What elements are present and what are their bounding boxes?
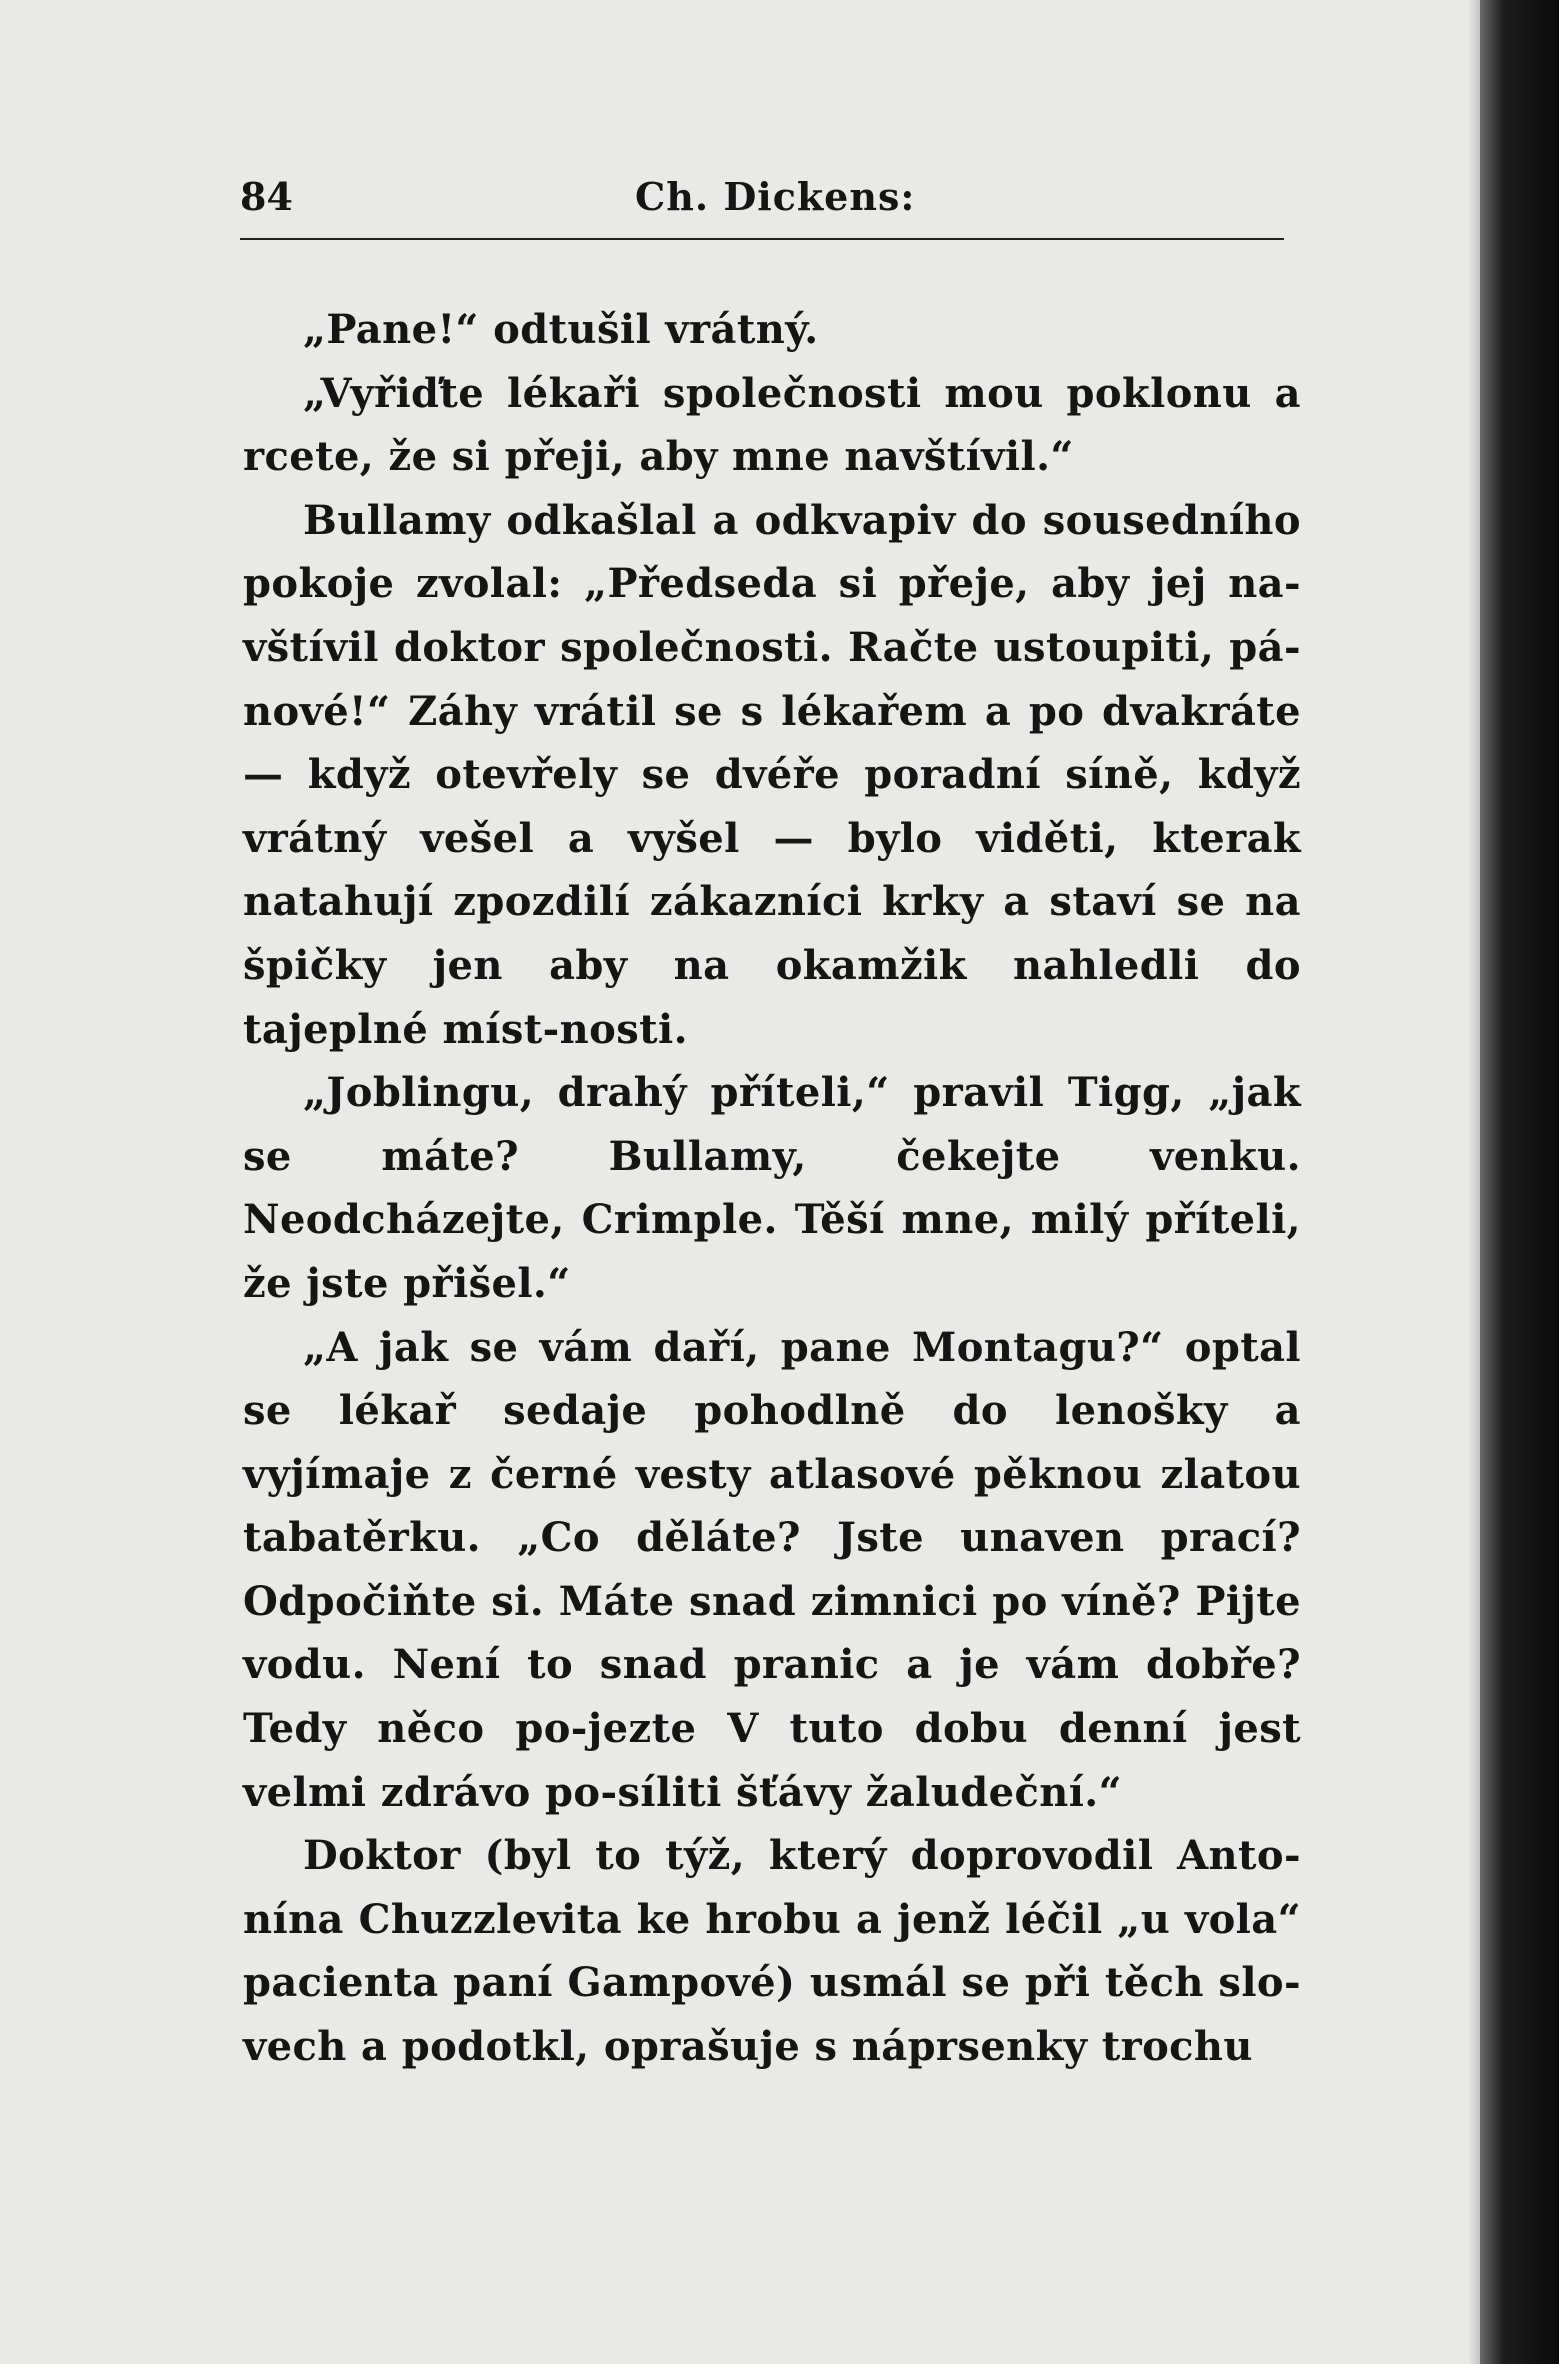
header-rule bbox=[240, 238, 1284, 240]
paragraph: Doktor (byl to týž, který doprovodil Anto-nína Chuzzlevita ke hrobu a jenž léčil „u vola“ pacienta paní Gampové) usmál se při těch slo-vech a podotkl, oprašuje s náprsenky trochu bbox=[243, 1832, 1301, 2071]
running-head: Ch. Dickens: bbox=[635, 174, 916, 219]
scan-border bbox=[1480, 0, 1559, 2364]
body-text bbox=[243, 298, 1301, 2079]
paragraph: „Joblingu, drahý příteli,“ pravil Tigg, „jak se máte? Bullamy, čekejte venku. Neodcházejte, Crimple. Těší mne, milý příteli, že jste přišel.“ bbox=[243, 1069, 1301, 1307]
page-number: 84 bbox=[240, 174, 293, 219]
paragraph: „A jak se vám daří, pane Montagu?“ optal se lékař sedaje pohodlně do lenošky a vyjímaje z černé vesty atlasové pěknou zlatou tabatěrku. „Co děláte? Jste unaven prací? Odpočiňte si. Máte snad zimnici po víně? Pijte vodu. Není to snad pranic a je vám dobře? Tedy něco po-jezte V tuto dobu denní jest velmi zdrávo po-síliti šťávy žaludeční.“ bbox=[243, 1323, 1301, 1816]
page-header bbox=[240, 174, 1284, 234]
paragraph: „Pane!“ odtušil vrátný. bbox=[303, 306, 819, 353]
paragraph: Bullamy odkašlal a odkvapiv do sousedního pokoje zvolal: „Předseda si přeje, aby jej na-vštívil doktor společnosti. Račte ustoupiti, pá-nové!“ Záhy vrátil se s lékařem a po dvakráte — když otevřely se dvéře poradní síně, když vrátný vešel a vyšel — bylo viděti, kterak natahují zpozdilí zákazníci krky a staví se na špičky jen aby na okamžik nahledli do tajeplné míst-nosti. bbox=[243, 496, 1301, 1053]
paragraph: „Vyřiďte lékaři společnosti mou poklonu a rcete, že si přeji, aby mne navštívil.“ bbox=[243, 369, 1301, 481]
